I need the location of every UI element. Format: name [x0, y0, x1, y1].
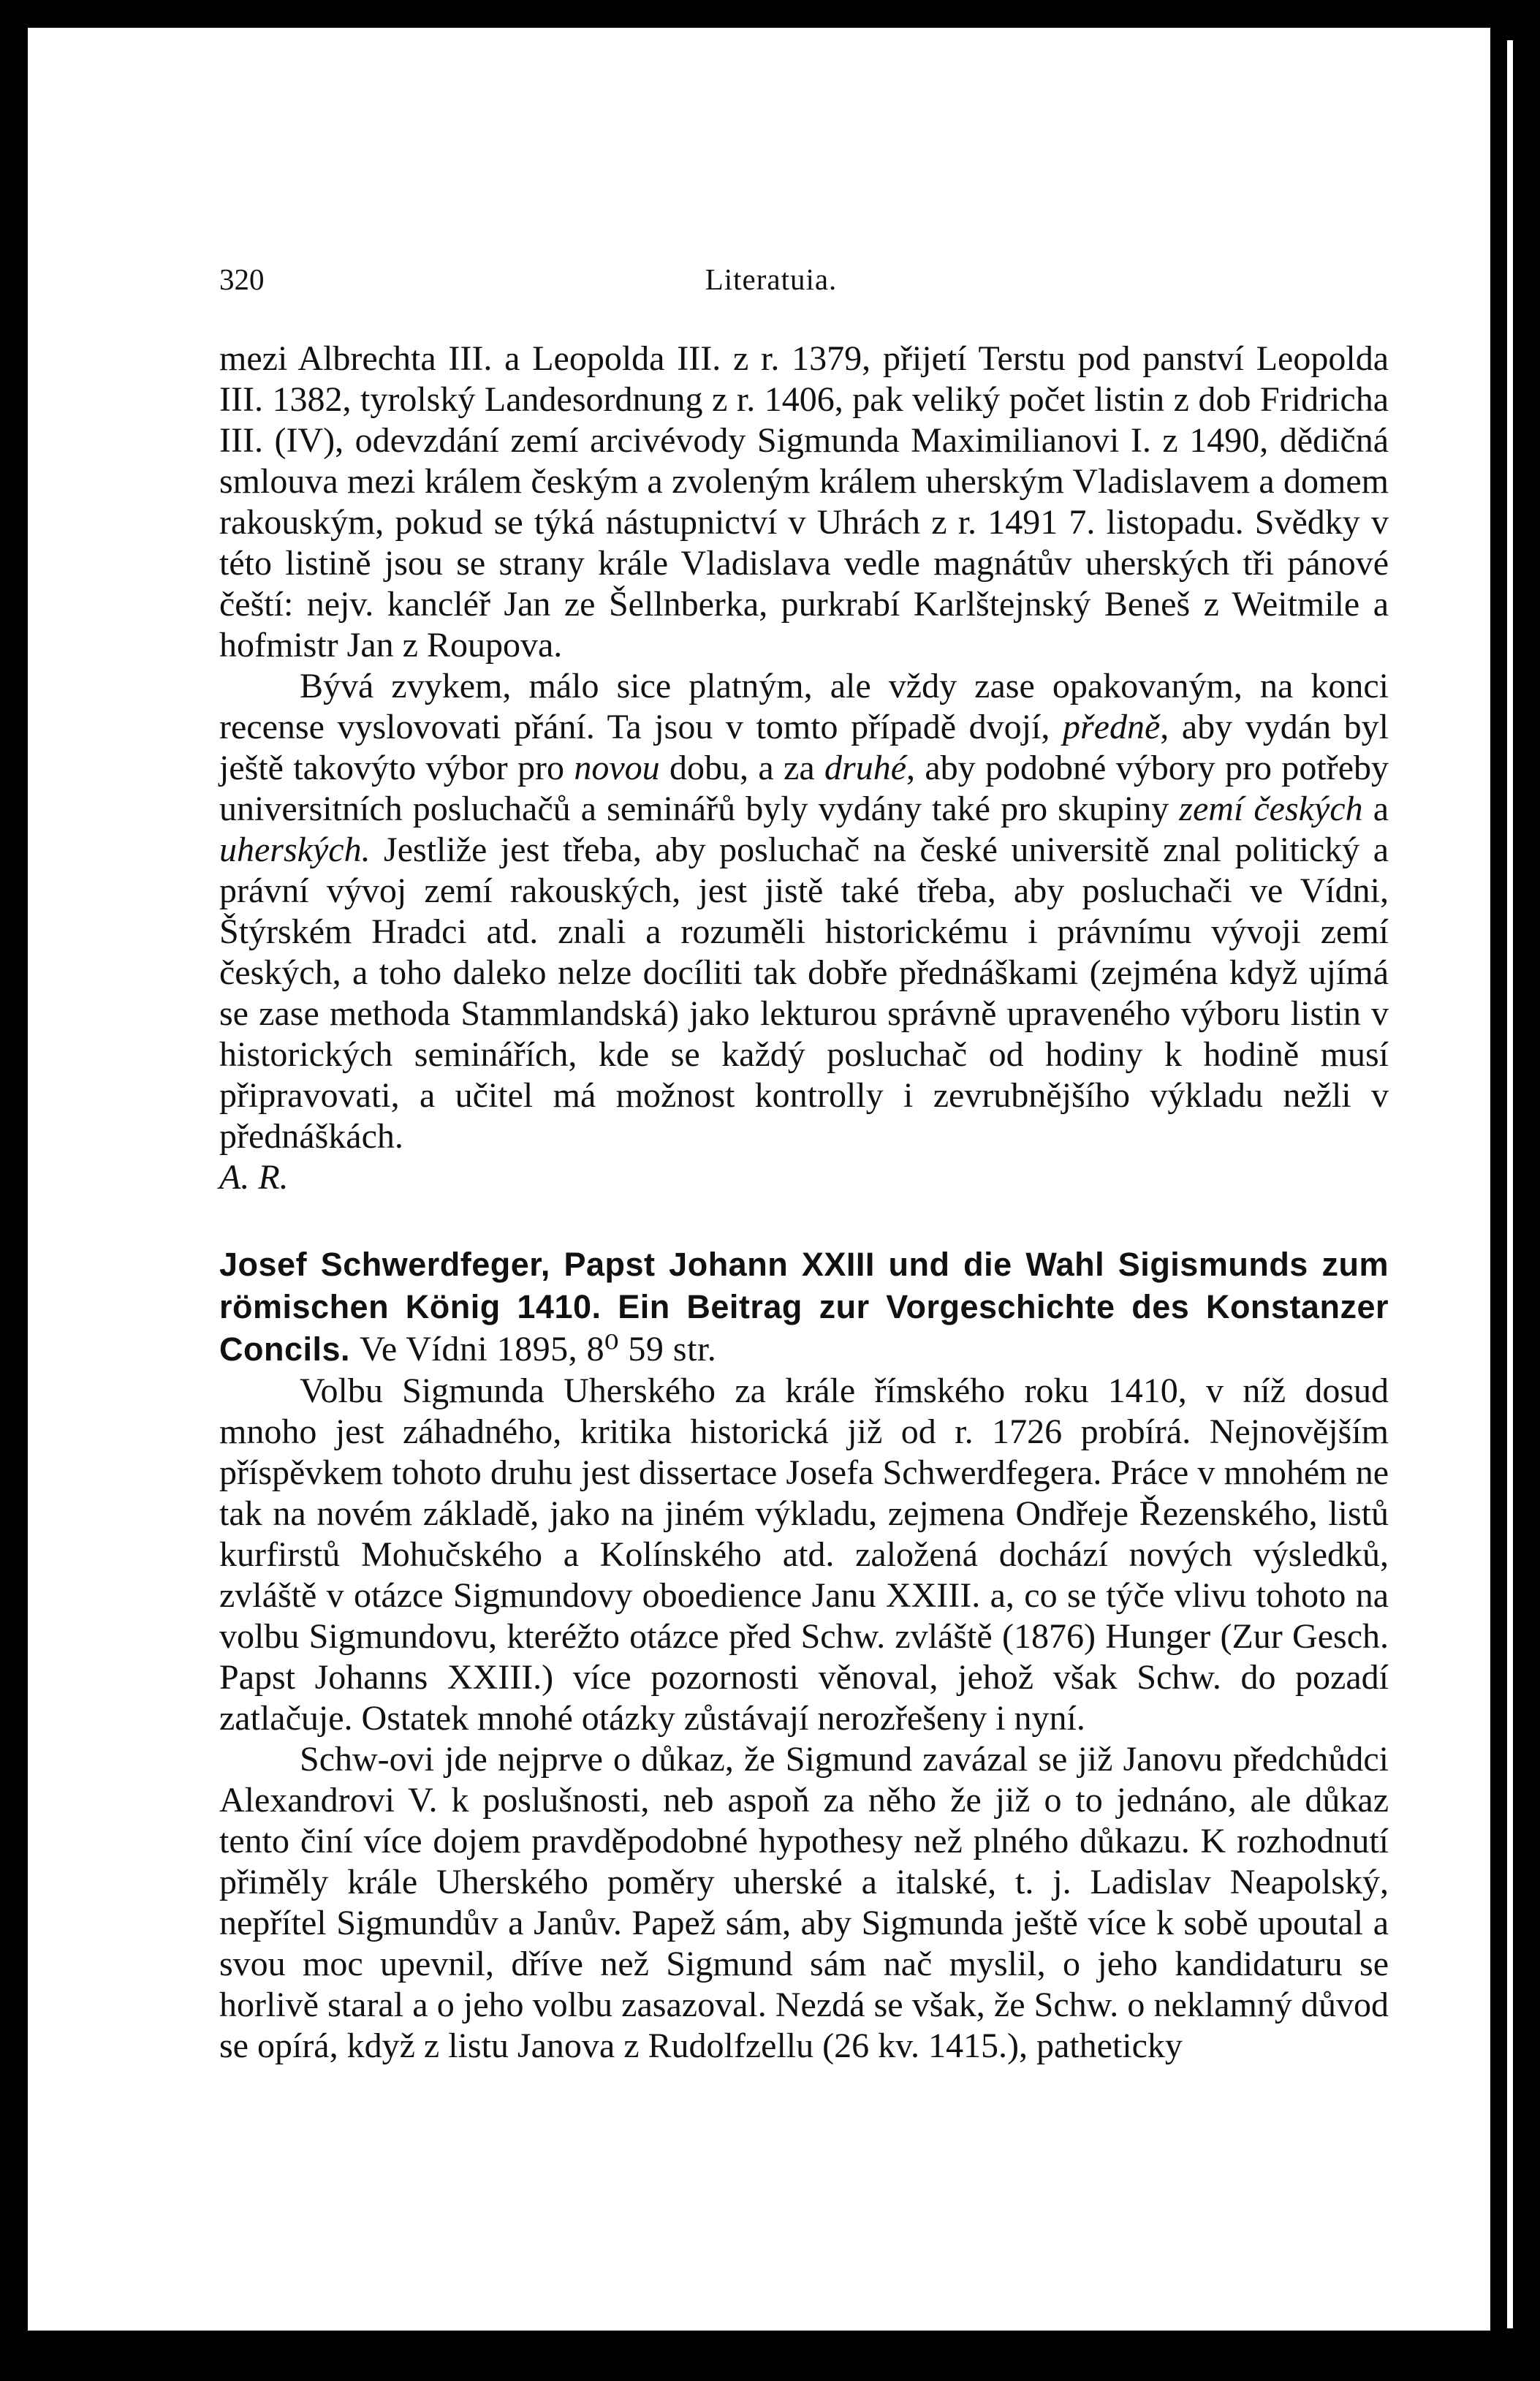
emphasis-uherskych: uherských.: [219, 830, 371, 869]
body-text: [219, 338, 1389, 2067]
review1-paragraph-1: mezi Albrechta III. a Leopolda III. z r. 1379, přijetí Terstu pod panství Leopolda III. 1382, tyrolský Landesordnung z r. 1406, pak veliký počet listin z dob Fridricha III. (IV), odevzdání zemí arcivévody Sigmunda Maximilianovi I. z 1490, dědičná smlouva mezi králem českým a zvoleným králem uherským Vladislavem a domem rakouským, pokud se týká nástupnictví v Uhrách z r. 1491 7. listopadu. Svědky v této listině jsou se strany krále Vladislava vedle magnátův uherských tři pánové čeští: nejv. kancléř Jan ze Šellnberka, purkrabí Karlštejnský Beneš z Weitmile a hofmistr Jan z Roupova.: [219, 339, 1389, 665]
review2-paragraph-1: Volbu Sigmunda Uherského za krále římského roku 1410, v níž dosud mnoho jest záhadného, kritika historická již od r. 1726 probírá. Nejnovějším příspěvkem tohoto druhu jest dissertace Josefa Schwerdfegera. Práce v mnohém ne tak na novém základě, jako na jiném výkladu, zejmena Ondřeje Řezenského, listů kurfirstů Mohučského a Kolínského atd. založená dochází nových výsledků, zvláště v otázce Sigmundovy oboedience Janu XXIII. a, co se týče vlivu tohoto na volbu Sigmundovu, kteréžto otázce před Schw. zvláště (1876) Hunger (Zur Gesch. Papst Johanns XXIII.) více pozornosti věnoval, jehož však Schw. do pozadí zatlačuje. Ostatek mnohé otázky zůstávají nerozřešeny i nyní.: [219, 1371, 1389, 1738]
section-title: Literatuia.: [705, 262, 838, 296]
page-edge: [1507, 40, 1513, 2328]
page-number: 320: [219, 262, 265, 296]
reviewer-signature: A. R.: [219, 1158, 289, 1197]
running-head: [219, 262, 1323, 306]
book-page: [28, 28, 1490, 2331]
emphasis-predne: předně: [1062, 708, 1161, 746]
review1-paragraph-2: Bývá zvykem, málo sice platným, ale vždy zase opakovaným, na konci recense vyslovovati přání. Ta jsou v tomto případě dvojí, předně, aby vydán byl ještě takovýto výbor pro novou dobu, a za druhé, aby podobné výbory pro potřeby universitních posluchačů a seminářů byly vydány také pro skupiny zemí českých a uherských. Jestliže jest třeba, aby posluchač na české universitě znal politický a právní vývoj zemí rakouských, jest jistě také třeba, aby posluchači ve Vídni, Štýrském Hradci atd. znali a rozuměli historickému i právnímu vývoji zemí českých, a toho daleko nelze docíliti tak dobře přednáškami (zejména když ujímá se zase methoda Stammlandská) jako lekturou správně upraveného výboru listin v historických seminářích, kde se každý posluchač od hodiny k hodině musí připravovati, a učitel má možnost kontrolly i zevrubnějšího výkladu nežli v přednáškách.: [219, 667, 1389, 1156]
review2-title: Josef Schwerdfeger, Papst Johann XXIII und die Wahl Sigismunds zum römischen König 1410. Ein Beitrag zur Vorgeschichte des Konstanzer Concils. Ve Vídni 1895, 8⁰ 59 str.: [219, 1246, 1389, 1369]
review2-paragraph-2: Schw-ovi jde nejprve o důkaz, že Sigmund zavázal se již Janovu předchůdci Alexandrovi V. k poslušnosti, neb aspoň za něho že již o to jednáno, ale důkaz tento činí více dojem pravděpodobné hypothesy než plného důkazu. K rozhodnutí přiměly krále Uherského poměry uherské a italské, t. j. Ladislav Neapolský, nepřítel Sigmundův a Janův. Papež sám, aby Sigmunda ještě více k sobě upoutal a svou moc upevnil, dříve než Sigmund sám nač myslil, o jeho kandidaturu se horlivě staral a o jeho volbu zasazoval. Nezdá se však, že Schw. o neklamný důvod se opírá, když z listu Janova z Rudolfzellu (26 kv. 1415.), patheticky: [219, 1740, 1389, 2065]
emphasis-zemi-ceskych: zemí českých: [1179, 790, 1363, 828]
emphasis-novou: novou: [574, 749, 660, 787]
publication-info: Ve Vídni 1895, 8⁰ 59 str.: [360, 1330, 717, 1369]
emphasis-druhe: druhé: [824, 749, 906, 787]
